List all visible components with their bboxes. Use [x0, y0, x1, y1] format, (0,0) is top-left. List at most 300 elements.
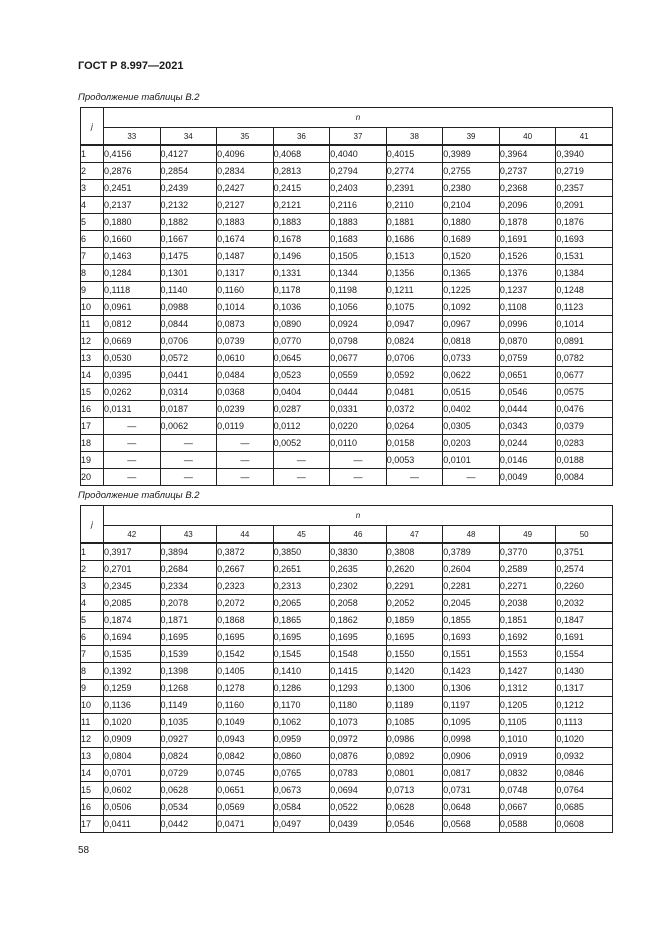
- row-index-cell: 12: [81, 333, 104, 350]
- value-cell: 0,1475: [160, 248, 217, 265]
- value-cell: 0,1113: [556, 714, 613, 731]
- row-index-cell: 1: [81, 145, 104, 163]
- value-cell: 0,0798: [330, 333, 387, 350]
- row-index-cell: 8: [81, 265, 104, 282]
- value-cell: 0,1550: [386, 646, 443, 663]
- value-cell: —: [160, 469, 217, 486]
- value-cell: 0,1674: [217, 231, 274, 248]
- table-row: [81, 595, 613, 612]
- value-cell: 0,1237: [499, 282, 556, 299]
- value-cell: 0,0379: [556, 418, 613, 435]
- value-cell: 0,1211: [386, 282, 443, 299]
- value-cell: 0,0575: [556, 384, 613, 401]
- value-cell: —: [217, 452, 274, 469]
- row-index-cell: 17: [81, 816, 104, 833]
- column-header: 45: [273, 526, 330, 544]
- table-row: [81, 816, 613, 833]
- value-cell: —: [330, 452, 387, 469]
- column-header: 46: [330, 526, 387, 544]
- value-cell: 0,1410: [273, 663, 330, 680]
- value-cell: 0,1526: [499, 248, 556, 265]
- value-cell: 0,0572: [160, 350, 217, 367]
- value-cell: —: [273, 469, 330, 486]
- value-cell: 0,1463: [104, 248, 161, 265]
- value-cell: 0,0402: [443, 401, 500, 418]
- value-cell: 0,1376: [499, 265, 556, 282]
- value-cell: 0,2701: [104, 561, 161, 578]
- value-cell: 0,1693: [443, 629, 500, 646]
- value-cell: 0,1548: [330, 646, 387, 663]
- value-cell: 0,1170: [273, 697, 330, 714]
- value-cell: 0,0530: [104, 350, 161, 367]
- value-cell: 0,1531: [556, 248, 613, 265]
- value-cell: 0,0832: [499, 765, 556, 782]
- value-cell: 0,0110: [330, 435, 387, 452]
- coefficient-table: [80, 505, 613, 833]
- value-cell: 0,0331: [330, 401, 387, 418]
- value-cell: 0,1317: [217, 265, 274, 282]
- value-cell: 0,1189: [386, 697, 443, 714]
- row-index-cell: 11: [81, 316, 104, 333]
- value-cell: 0,0506: [104, 799, 161, 816]
- column-header: 50: [556, 526, 613, 544]
- value-cell: 0,0846: [556, 765, 613, 782]
- value-cell: 0,1225: [443, 282, 500, 299]
- value-cell: 0,2794: [330, 163, 387, 180]
- table-row: [81, 663, 613, 680]
- column-header: 48: [443, 526, 500, 544]
- value-cell: 0,0770: [273, 333, 330, 350]
- value-cell: 0,1075: [386, 299, 443, 316]
- column-header: 40: [499, 128, 556, 146]
- value-cell: 0,1881: [386, 214, 443, 231]
- value-cell: 0,1160: [217, 282, 274, 299]
- row-index-cell: 3: [81, 578, 104, 595]
- value-cell: 0,2604: [443, 561, 500, 578]
- table-row: [81, 714, 613, 731]
- row-index-cell: 15: [81, 782, 104, 799]
- value-cell: 0,1880: [104, 214, 161, 231]
- value-cell: 0,1010: [499, 731, 556, 748]
- value-cell: 0,3770: [499, 543, 556, 561]
- value-cell: 0,1694: [104, 629, 161, 646]
- value-cell: 0,0395: [104, 367, 161, 384]
- value-cell: 0,3850: [273, 543, 330, 561]
- value-cell: 0,1520: [443, 248, 500, 265]
- value-cell: 0,1198: [330, 282, 387, 299]
- table-row: [81, 697, 613, 714]
- table-row: [81, 384, 613, 401]
- value-cell: 0,1035: [160, 714, 217, 731]
- value-cell: 0,0906: [443, 748, 500, 765]
- table-row: [81, 731, 613, 748]
- value-cell: 0,0534: [160, 799, 217, 816]
- value-cell: 0,1880: [443, 214, 500, 231]
- value-cell: 0,1278: [217, 680, 274, 697]
- value-cell: 0,0998: [443, 731, 500, 748]
- value-cell: 0,1259: [104, 680, 161, 697]
- value-cell: 0,1551: [443, 646, 500, 663]
- row-index-cell: 4: [81, 595, 104, 612]
- value-cell: 0,1695: [386, 629, 443, 646]
- table-row: [81, 578, 613, 595]
- value-cell: 0,0947: [386, 316, 443, 333]
- page-number: 58: [78, 845, 90, 856]
- row-index-cell: 3: [81, 180, 104, 197]
- value-cell: 0,0411: [104, 816, 161, 833]
- n-group-header: n: [104, 108, 613, 128]
- column-header: 44: [217, 526, 274, 544]
- value-cell: 0,0694: [330, 782, 387, 799]
- table-row: [81, 646, 613, 663]
- value-cell: 0,4156: [104, 145, 161, 163]
- value-cell: 0,1392: [104, 663, 161, 680]
- value-cell: —: [386, 469, 443, 486]
- value-cell: 0,0283: [556, 435, 613, 452]
- value-cell: 0,1049: [217, 714, 274, 731]
- value-cell: 0,0628: [386, 799, 443, 816]
- value-cell: 0,0264: [386, 418, 443, 435]
- value-cell: 0,1660: [104, 231, 161, 248]
- row-index-header: j: [81, 108, 104, 146]
- table-caption: Продолжение таблицы В.2: [78, 92, 200, 103]
- row-index-cell: 9: [81, 680, 104, 697]
- value-cell: 0,2078: [160, 595, 217, 612]
- value-cell: 0,0812: [104, 316, 161, 333]
- value-cell: 0,1160: [217, 697, 274, 714]
- value-cell: 0,0062: [160, 418, 217, 435]
- value-cell: 0,2415: [273, 180, 330, 197]
- value-cell: 0,1883: [273, 214, 330, 231]
- value-cell: 0,2589: [499, 561, 556, 578]
- value-cell: 0,2667: [217, 561, 274, 578]
- value-cell: 0,1312: [499, 680, 556, 697]
- value-cell: 0,1871: [160, 612, 217, 629]
- value-cell: 0,0764: [556, 782, 613, 799]
- row-index-cell: 9: [81, 282, 104, 299]
- value-cell: 0,1398: [160, 663, 217, 680]
- value-cell: 0,1667: [160, 231, 217, 248]
- column-header: 43: [160, 526, 217, 544]
- value-cell: 0,3808: [386, 543, 443, 561]
- value-cell: 0,0927: [160, 731, 217, 748]
- value-cell: 0,2323: [217, 578, 274, 595]
- coefficient-table: [80, 107, 613, 486]
- value-cell: 0,2032: [556, 595, 613, 612]
- table-row: [81, 350, 613, 367]
- value-cell: 0,1678: [273, 231, 330, 248]
- row-index-cell: 14: [81, 765, 104, 782]
- value-cell: 0,0860: [273, 748, 330, 765]
- value-cell: 0,0476: [556, 401, 613, 418]
- table-row: [81, 299, 613, 316]
- value-cell: 0,0546: [499, 384, 556, 401]
- row-index-cell: 1: [81, 543, 104, 561]
- value-cell: 0,2052: [386, 595, 443, 612]
- row-index-cell: 4: [81, 197, 104, 214]
- value-cell: 0,3940: [556, 145, 613, 163]
- value-cell: 0,2391: [386, 180, 443, 197]
- value-cell: 0,0515: [443, 384, 500, 401]
- value-cell: 0,1205: [499, 697, 556, 714]
- value-cell: 0,1212: [556, 697, 613, 714]
- value-cell: 0,0932: [556, 748, 613, 765]
- table-row: [81, 782, 613, 799]
- row-index-cell: 12: [81, 731, 104, 748]
- value-cell: 0,0568: [443, 816, 500, 833]
- value-cell: 0,1553: [499, 646, 556, 663]
- value-cell: 0,1149: [160, 697, 217, 714]
- value-cell: 0,0890: [273, 316, 330, 333]
- value-cell: 0,1095: [443, 714, 500, 731]
- value-cell: 0,0759: [499, 350, 556, 367]
- value-cell: 0,2132: [160, 197, 217, 214]
- value-cell: 0,1554: [556, 646, 613, 663]
- value-cell: 0,0701: [104, 765, 161, 782]
- value-cell: 0,1427: [499, 663, 556, 680]
- value-cell: 0,0559: [330, 367, 387, 384]
- value-cell: 0,1293: [330, 680, 387, 697]
- value-cell: 0,0368: [217, 384, 274, 401]
- value-cell: 0,3964: [499, 145, 556, 163]
- value-cell: 0,0305: [443, 418, 500, 435]
- value-cell: 0,0314: [160, 384, 217, 401]
- table-row: [81, 163, 613, 180]
- table-row: [81, 197, 613, 214]
- value-cell: 0,2403: [330, 180, 387, 197]
- value-cell: 0,0706: [386, 350, 443, 367]
- value-cell: 0,2737: [499, 163, 556, 180]
- value-cell: 0,2121: [273, 197, 330, 214]
- value-cell: 0,1317: [556, 680, 613, 697]
- value-cell: 0,0628: [160, 782, 217, 799]
- value-cell: 0,1118: [104, 282, 161, 299]
- value-cell: 0,0651: [217, 782, 274, 799]
- value-cell: 0,0804: [104, 748, 161, 765]
- value-cell: 0,1384: [556, 265, 613, 282]
- value-cell: 0,0220: [330, 418, 387, 435]
- column-header: 41: [556, 128, 613, 146]
- value-cell: 0,3789: [443, 543, 500, 561]
- value-cell: 0,0439: [330, 816, 387, 833]
- row-index-cell: 2: [81, 163, 104, 180]
- value-cell: 0,2091: [556, 197, 613, 214]
- value-cell: —: [273, 452, 330, 469]
- row-index-cell: 13: [81, 350, 104, 367]
- value-cell: 0,0119: [217, 418, 274, 435]
- value-cell: 0,1420: [386, 663, 443, 680]
- table-row: [81, 333, 613, 350]
- value-cell: 0,1301: [160, 265, 217, 282]
- table-row: [81, 748, 613, 765]
- value-cell: 0,1691: [556, 629, 613, 646]
- value-cell: 0,3917: [104, 543, 161, 561]
- value-cell: 0,1248: [556, 282, 613, 299]
- value-cell: 0,1356: [386, 265, 443, 282]
- value-cell: 0,2137: [104, 197, 161, 214]
- value-cell: 0,0262: [104, 384, 161, 401]
- value-cell: 0,1883: [217, 214, 274, 231]
- column-header: 37: [330, 128, 387, 146]
- table-row: [81, 180, 613, 197]
- column-header: 36: [273, 128, 330, 146]
- value-cell: 0,0677: [556, 367, 613, 384]
- row-index-cell: 20: [81, 469, 104, 486]
- value-cell: 0,2684: [160, 561, 217, 578]
- value-cell: —: [330, 469, 387, 486]
- value-cell: 0,2813: [273, 163, 330, 180]
- value-cell: 0,0996: [499, 316, 556, 333]
- value-cell: 0,0677: [330, 350, 387, 367]
- column-header: 35: [217, 128, 274, 146]
- value-cell: 0,1505: [330, 248, 387, 265]
- value-cell: 0,0052: [273, 435, 330, 452]
- value-cell: 0,0943: [217, 731, 274, 748]
- row-index-cell: 6: [81, 629, 104, 646]
- row-index-cell: 17: [81, 418, 104, 435]
- column-header: 38: [386, 128, 443, 146]
- value-cell: 0,1859: [386, 612, 443, 629]
- value-cell: 0,0546: [386, 816, 443, 833]
- value-cell: 0,3989: [443, 145, 500, 163]
- column-header: 47: [386, 526, 443, 544]
- value-cell: 0,0729: [160, 765, 217, 782]
- table-row: [81, 435, 613, 452]
- value-cell: 0,2302: [330, 578, 387, 595]
- value-cell: 0,0497: [273, 816, 330, 833]
- value-cell: —: [160, 435, 217, 452]
- value-cell: 0,0873: [217, 316, 274, 333]
- value-cell: 0,3894: [160, 543, 217, 561]
- value-cell: 0,1014: [217, 299, 274, 316]
- value-cell: 0,1108: [499, 299, 556, 316]
- value-cell: —: [104, 418, 161, 435]
- value-cell: 0,0824: [160, 748, 217, 765]
- table-row: [81, 680, 613, 697]
- row-index-cell: 6: [81, 231, 104, 248]
- value-cell: 0,2334: [160, 578, 217, 595]
- value-cell: 0,1123: [556, 299, 613, 316]
- value-cell: 0,2313: [273, 578, 330, 595]
- value-cell: 0,0602: [104, 782, 161, 799]
- value-cell: 0,1874: [104, 612, 161, 629]
- value-cell: 0,0651: [499, 367, 556, 384]
- value-cell: 0,1073: [330, 714, 387, 731]
- value-cell: 0,1868: [217, 612, 274, 629]
- value-cell: 0,0919: [499, 748, 556, 765]
- row-index-cell: 10: [81, 697, 104, 714]
- value-cell: 0,0870: [499, 333, 556, 350]
- value-cell: 0,1062: [273, 714, 330, 731]
- value-cell: 0,1331: [273, 265, 330, 282]
- value-cell: 0,1865: [273, 612, 330, 629]
- value-cell: 0,0287: [273, 401, 330, 418]
- value-cell: 0,1882: [160, 214, 217, 231]
- value-cell: 0,0818: [443, 333, 500, 350]
- table-row: [81, 401, 613, 418]
- value-cell: —: [217, 435, 274, 452]
- table-row: [81, 367, 613, 384]
- column-header: 42: [104, 526, 161, 544]
- value-cell: 0,2368: [499, 180, 556, 197]
- value-cell: 0,2291: [386, 578, 443, 595]
- value-cell: 0,3830: [330, 543, 387, 561]
- value-cell: 0,1014: [556, 316, 613, 333]
- value-cell: 0,0967: [443, 316, 500, 333]
- value-cell: 0,1105: [499, 714, 556, 731]
- row-index-cell: 16: [81, 401, 104, 418]
- value-cell: 0,0592: [386, 367, 443, 384]
- value-cell: 0,0733: [443, 350, 500, 367]
- row-index-cell: 5: [81, 214, 104, 231]
- value-cell: 0,0404: [273, 384, 330, 401]
- value-cell: 0,0084: [556, 469, 613, 486]
- value-cell: 0,2574: [556, 561, 613, 578]
- value-cell: 0,0959: [273, 731, 330, 748]
- value-cell: 0,4040: [330, 145, 387, 163]
- value-cell: 0,1883: [330, 214, 387, 231]
- value-cell: 0,2380: [443, 180, 500, 197]
- value-cell: 0,0239: [217, 401, 274, 418]
- value-cell: 0,0713: [386, 782, 443, 799]
- value-cell: —: [160, 452, 217, 469]
- value-cell: 0,1692: [499, 629, 556, 646]
- row-index-header: j: [81, 506, 104, 544]
- table-row: [81, 145, 613, 163]
- table-row: [81, 231, 613, 248]
- value-cell: 0,1847: [556, 612, 613, 629]
- value-cell: 0,0441: [160, 367, 217, 384]
- row-index-cell: 11: [81, 714, 104, 731]
- row-index-cell: 5: [81, 612, 104, 629]
- value-cell: 0,0471: [217, 816, 274, 833]
- value-cell: 0,0484: [217, 367, 274, 384]
- value-cell: 0,0824: [386, 333, 443, 350]
- value-cell: 0,2451: [104, 180, 161, 197]
- table-caption: Продолжение таблицы В.2: [78, 490, 200, 501]
- value-cell: 0,2085: [104, 595, 161, 612]
- value-cell: 0,1487: [217, 248, 274, 265]
- value-cell: 0,0608: [556, 816, 613, 833]
- row-index-cell: 19: [81, 452, 104, 469]
- value-cell: 0,0569: [217, 799, 274, 816]
- value-cell: —: [104, 435, 161, 452]
- value-cell: 0,1140: [160, 282, 217, 299]
- table-row: [81, 316, 613, 333]
- table-row: [81, 629, 613, 646]
- value-cell: 0,1092: [443, 299, 500, 316]
- value-cell: 0,0523: [273, 367, 330, 384]
- value-cell: 0,1423: [443, 663, 500, 680]
- value-cell: 0,0669: [104, 333, 161, 350]
- value-cell: 0,1695: [217, 629, 274, 646]
- value-cell: 0,0972: [330, 731, 387, 748]
- value-cell: 0,0645: [273, 350, 330, 367]
- value-cell: 0,1683: [330, 231, 387, 248]
- value-cell: 0,2096: [499, 197, 556, 214]
- value-cell: 0,0876: [330, 748, 387, 765]
- value-cell: 0,1180: [330, 697, 387, 714]
- value-cell: 0,1430: [556, 663, 613, 680]
- value-cell: 0,2755: [443, 163, 500, 180]
- value-cell: 0,2116: [330, 197, 387, 214]
- value-cell: 0,0748: [499, 782, 556, 799]
- value-cell: 0,1405: [217, 663, 274, 680]
- table-row: [81, 469, 613, 486]
- table-row: [81, 248, 613, 265]
- value-cell: 0,1300: [386, 680, 443, 697]
- row-index-cell: 10: [81, 299, 104, 316]
